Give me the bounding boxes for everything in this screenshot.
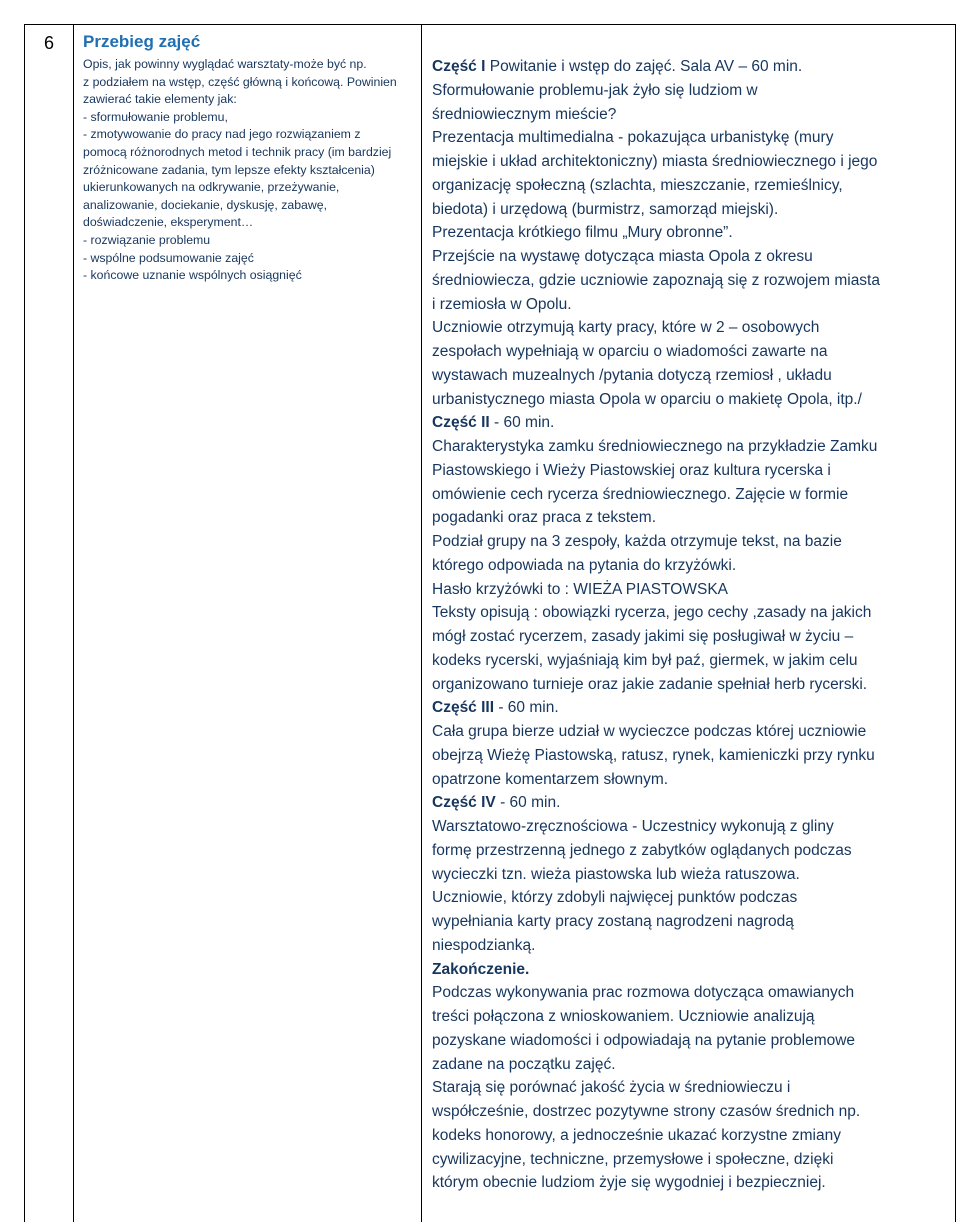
document-table <box>24 24 956 1222</box>
column-divider-1 <box>73 25 74 1222</box>
part1-line: i rzemiosła w Opolu. <box>432 295 572 313</box>
part3-line: opatrzone komentarzem słownym. <box>432 770 669 788</box>
right-cell <box>432 55 952 1195</box>
ending-line: cywilizacyjne, techniczne, przemysłowe i społeczne, dzięki <box>432 1150 834 1168</box>
part2-line: którego odpowiada na pytania do krzyżówki. <box>432 556 737 574</box>
part3-line: Cała grupa bierze udział w wycieczce podczas której uczniowie <box>432 723 867 740</box>
part3-line: obejrzą Wieżę Piastowską, ratusz, rynek, kamieniczki przy rynku <box>432 746 875 764</box>
part3-heading-rest: - 60 min. <box>494 699 559 717</box>
instruction-line: Opis, jak powinny wyglądać warsztaty-może być np. <box>83 57 367 71</box>
instructions-text <box>83 56 415 285</box>
part4-line: wycieczki tzn. wieża piastowska lub wieża ratuszowa. <box>432 865 800 883</box>
instruction-line: - sformułowanie problemu, <box>83 109 228 124</box>
part1-heading: Część I <box>432 58 486 75</box>
ending-line: Podczas wykonywania prac rozmowa dotycząca omawianych <box>432 984 855 1002</box>
part4-heading: Część IV <box>432 794 496 812</box>
part2-line: kodeks rycerski, wyjaśniają kim był paź, giermek, w jakim celu <box>432 651 858 669</box>
part1-line: Przejście na wystawę dotycząca miasta Opola z okresu <box>432 248 813 265</box>
ending-heading: Zakończenie. <box>432 960 530 978</box>
part1-line: urbanistycznego miasta Opola w oparciu o makietę Opola, itp./ <box>432 390 862 408</box>
part1-line: Prezentacja krótkiego filmu „Mury obronne”. <box>432 224 733 242</box>
part4-heading-line <box>432 791 952 815</box>
part2-line: omówienie cech rycerza średniowiecznego. Zajęcie w formie <box>432 485 849 503</box>
part2-heading-line <box>432 411 952 435</box>
part4-line: Uczniowie, którzy zdobyli najwięcej punktów podczas <box>432 889 798 907</box>
part3-heading: Część III <box>432 699 495 717</box>
ending-line: kodeks honorowy, a jednocześnie ukazać korzystne zmiany <box>432 1126 841 1144</box>
left-cell <box>83 32 415 285</box>
part2-line: Teksty opisują : obowiązki rycerza, jego cechy ,zasady na jakich <box>432 604 872 622</box>
ending-line: współcześnie, dostrzec pozytywne strony czasów średnich np. <box>432 1103 861 1120</box>
part4-line: formę przestrzenną jednego z zabytków oglądanych podczas <box>432 841 852 859</box>
part1-heading-rest: Powitanie i wstęp do zajęć. Sala AV – 60 min. <box>485 58 803 75</box>
instruction-line: - zmotywowanie do pracy nad jego rozwiązaniem z <box>83 127 361 142</box>
part4-line: Warsztatowo-zręcznościowa - Uczestnicy wykonują z gliny <box>432 818 834 835</box>
instruction-line: ukierunkowanych na odkrywanie, przeżywanie, <box>83 180 340 195</box>
ending-line: pozyskane wiadomości i odpowiadają na pytanie problemowe <box>432 1031 856 1049</box>
part2-line: organizowano turnieje oraz jakie zadanie spełniał herb rycerski. <box>432 675 868 693</box>
part1-line: wystawach muzealnych /pytania dotyczą rzemiosł , układu <box>432 366 832 384</box>
ending-line: treści połączona z wnioskowaniem. Uczniowie analizują <box>432 1008 815 1025</box>
section-title: Przebieg zajęć <box>83 32 201 51</box>
part2-line: pogadanki oraz praca z tekstem. <box>432 509 657 527</box>
part1-line: średniowiecza, gdzie uczniowie zapoznają się z rozwojem miasta <box>432 271 880 289</box>
part4-line: niespodzianką. <box>432 936 536 954</box>
row-number: 6 <box>43 33 54 53</box>
part1-line: miejskie i układ architektoniczny) miasta średniowiecznego i jego <box>432 153 878 170</box>
part1-line: Prezentacja multimedialna - pokazująca urbanistykę (mury <box>432 129 834 147</box>
instruction-line: z podziałem na wstęp, część główną i końcową. Powinien <box>83 74 397 89</box>
part4-line: wypełniania karty pracy zostaną nagrodzeni nagrodą <box>432 913 794 930</box>
part2-line: mógł zostać rycerzem, zasady jakimi się posługiwał w życiu – <box>432 628 854 645</box>
part1-line: Uczniowie otrzymują karty pracy, które w 2 – osobowych <box>432 319 820 337</box>
instruction-line: zawierać takie elementy jak: <box>83 92 237 107</box>
part3-heading-line <box>432 696 952 720</box>
instruction-line: zróżnicowane zadania, tym lepsze efekty kształcenia) <box>83 162 375 177</box>
part2-line: Charakterystyka zamku średniowiecznego na przykładzie Zamku <box>432 438 878 455</box>
part2-line: Piastowskiego i Wieży Piastowskiej oraz kultura rycerska i <box>432 461 831 479</box>
instruction-line: - rozwiązanie problemu <box>83 232 211 247</box>
instruction-line: pomocą różnorodnych metod i technik pracy (im bardziej <box>83 144 392 159</box>
part2-line: Podział grupy na 3 zespoły, każda otrzymuje tekst, na bazie <box>432 533 842 550</box>
part4-heading-rest: - 60 min. <box>495 794 561 812</box>
column-divider-2 <box>421 25 422 1222</box>
part1-heading-line <box>432 55 952 79</box>
ending-line: zadane na początku zajęć. <box>432 1055 616 1073</box>
part2-heading-rest: - 60 min. <box>489 414 555 432</box>
part1-line: Sformułowanie problemu-jak żyło się ludziom w <box>432 81 758 99</box>
part2-line: Hasło krzyżówki to : WIEŻA PIASTOWSKA <box>432 580 728 598</box>
part1-line: zespołach wypełniają w oparciu o wiadomości zawarte na <box>432 343 828 360</box>
part1-line: biedota) i urzędową (burmistrz, samorząd miejski). <box>432 200 779 218</box>
ending-line: Starają się porównać jakość życia w średniowieczu i <box>432 1079 791 1097</box>
ending-line: którym obecnie ludziom żyje się wygodniej i bezpieczniej. <box>432 1174 826 1192</box>
part1-line: średniowiecznym mieście? <box>432 105 617 123</box>
part2-heading: Część II <box>432 414 490 432</box>
instruction-line: - wspólne podsumowanie zajęć <box>83 250 254 265</box>
instruction-line: doświadczenie, eksperyment… <box>83 215 254 230</box>
instruction-line: - końcowe uznanie wspólnych osiągnięć <box>83 268 302 283</box>
part1-line: organizację społeczną (szlachta, mieszczanie, rzemieślnicy, <box>432 176 843 194</box>
instruction-line: analizowanie, dociekanie, dyskusję, zabawę, <box>83 197 328 212</box>
